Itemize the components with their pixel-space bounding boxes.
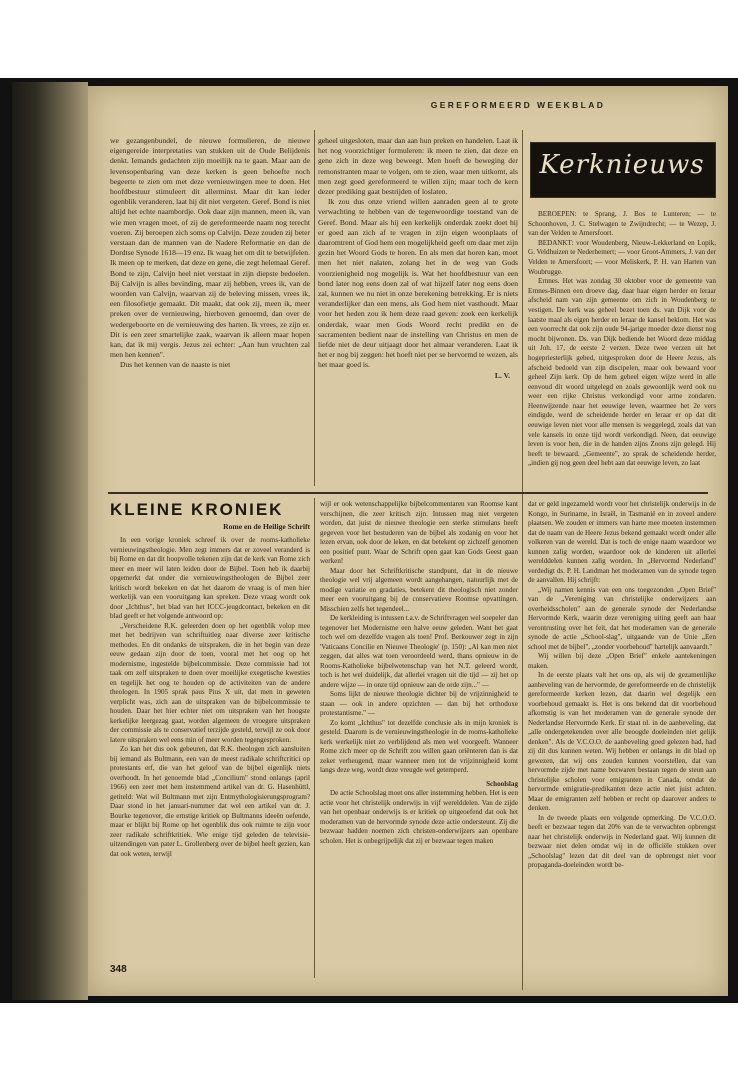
newspaper-page [88,86,728,996]
paragraph: Wij willen bij deze „Open Brief" enkele aantekeningen maken. [528,652,716,670]
section-heading: KLEINE KRONIEK [110,500,284,519]
paragraph: In de eerste plaats valt het ons op, als wij de gezamenlijke aanbeveling van de hervormde, de gereformeerde en de christelijk gereformeerde kerken lezen, dat daarin wel degelijk een voorbehoud gemaakt is. Het is ons bekend dat dit voorbehoud afkomstig is van het moderamen van de generale synode der Nederlandse Hervormde Kerk. Er staat nl. in de aanbeveling, dat „alle ondergetekenden over alle beoogde doeleinden niet gelijk denken". Als de V.C.O.O. de aanbeveling goed gelezen had, had zij dit dus kunnen weten. Wij hebben er onlangs in dit blad op gewezen, dat wij ons zouden kunnen voorstellen, dat van hervormde zijde met name bezwaren bestaan tegen de steun aan christelijke scholen voor emigranten in Canada, omdat de hervormde emigratie-predikanten deze actie niet juist achten. Maar de emigranten zelf hebben er recht op daarover anders te denken. [528,671,716,812]
paragraph: „Wij namen kennis van een ons toegezonden „Open Brief" van de „Vereniging van christelijke onderwijzers aan overheidsscholen" aan de generale synode der Nederlandse Hervormde Kerk, waarin deze vereniging uiting geeft aan haar verontrusting over het feit, dat het moderamen van de generale synode de actie „School-slag", uitgaande van de Unie „Een school met de bijbel", „zonder voorbehoud" hartelijk aanvaardt." [528,585,716,651]
kroniek-column-3 [528,500,716,984]
paragraph: In de tweede plaats een volgende opmerking. De V.C.O.O. heeft er bezwaar tegen dat 20% van de te verwachten opbrengst naar het christelijk onderwijs in Nederland gaat. Wij kunnen dit bezwaar niet delen omdat wij in de officiële stukken over „Schoolslag" lezen dat dit deel van de opbrengst niet voor propaganda-doeleinden wordt be- [528,813,716,869]
running-head: GEREFORMEERD WEEKBLAD [430,100,606,110]
paragraph: De kerkleiding is intussen t.a.v. de Schriftvragen wel soepeler dan tegenover het Modernisme een halve eeuw geleden. Want het gaat toch wel om dezelfde vragen als toen! Prof. Berkouwer zegt in zijn 'Vaticaans Concilie en Nieuwe Theologie' (p. 150): „Al kan men niet zeggen, dat alles wat toen veroordeeld werd, thans opnieuw in de Rooms-Katholieke bijbelwetenschap van het N.T. geleerd wordt, toch is het wel duidelijk, dat allerlei vragen uit die tijd — zij het op andere wijze — in onze tijd opnieuw aan de orde zijn..." — [320,614,518,689]
paragraph: Soms lijkt de nieuwe theologie dichter bij de vrijzinnigheid te staan — ook in andere opzichten — dan bij het orthodoxe protestantisme." — [320,690,518,717]
column-divider [314,130,315,486]
paragraph: Maar door het Schriftkritische standpunt, dat in de nieuwe theologie wel vrij algemeen wordt aangehangen, natuurlijk met de modige variatie en gradaties, betekent dit theologisch niet zonder meer een vooruitgang bij de conservatieve Roomse opvattingen. Misschien zelfs het tegendeel... [320,566,518,613]
kroniek-column-2 [320,500,518,980]
kerknieuws-title: Kerknieuws [539,150,705,180]
paragraph: BEDANKT: voor Woudenberg, Nieuw-Lekkerland en Lopik, G. Veldhuizen te Nederhemert; — voor Groot-Ammers, J. van der Velden te Amersfoort; — voor Meliskerk, P. H. van Harten van Woubrugge. [528,238,716,276]
kroniek-column-1 [110,536,310,956]
paragraph: Zo komt „Ichthus" tot dezelfde conclusie als in mijn kroniek is gesteld. Daarom is de vernieuwingstheologie in de rooms-katholieke kerk werkelijk niet zo verblijdend als men wel voorgeeft. Wanneer Rome zich meer op de Schrift zou willen gaan oriënteren dan is dat zeker verheugend, maar wanneer men tot de vrijzinnigheid komt langs deze weg, wordt deze vreugde wel getemperd. [320,718,518,774]
top-article-column-1 [110,136,310,486]
paragraph: Zo kan het dus ook gebeuren, dat R.K. theologen zich aansluiten bij iemand als Bultmann, een van de meest radikale schriftcritici op protestants erf, die van het geloof van de bijbel eigenlijk niets overhoudt. In het genoemde blad „Concilium" stond onlangs (april 1966) een zeer met hem instemmend artikel van dr. G. Hasenhüttl, getiteld: Wat wil Bultmann met zijn Entmythologisierungsprogram? Daar stond in het januari-nummer dat wel een artikel van dr. J. Bourke tegenover, die ernstige kritiek op Bultmanns ideeën oefende, maar er blijkt bij Rome op het ogenblik dus ook ruimte te zijn voor zeer radikale schriftkritiek. Wie enige tijd geleden de televisie-uitzendingen van pater L. Grollenberg over de bijbel heeft gezien, kan dat ook weten, terwijl [110,745,310,858]
page-number: 348 [110,964,127,975]
paragraph: we gezangenbundel, de nieuwe formulieren, de nieuwe eigengereide interpretaties van stukken uit de Oude Belijdenis denkt. Iemands gedachten zijn moeilijk na te gaan. Maar aan de levensopenbaring van deze kerken is geen behoefte noch begeerte te zien om met deze vernieuwingen mee te doen. Het hoofdbestuur stimuleert dit allerminst. Maar dit kan ieder ogenblik veranderen, laat hij dit niet vergeten. Geref. Bond is niet altijd het echte naambordje. Ook daar zijn mannen, meen ik, van wie men vragen moet, of zij de gereformeerde naam nog terecht voeren. Zij beroepen zich soms op Calvijn. Deze zouden zij beter verstaan dan de mannen van de Nadere Reformatie en dan de Dordtse Synode 1618—19 enz. Ik waag het om dit te betwijfelen. Ik meen op te merken, dat deze en gene, die zegt helemaal Geref. Bond te zijn, Calvijn heel niet verstaat in zijn diepste bedoelen. Bij Calvijn is alles bevinding, maar zij hebben, vrees ik, van de woorden van Calvijn, waarvan zij de beleving missen, vrees ik, een filosofietje gemaakt. Dit maakt, dat ook zij, meen ik, meer preken over de vernieuwing, hierboven genoemd, dan over de wedergeboorte en de vernieuwing des harten. Ik vrees, ze zijn er. Dit is een zeer smartelijke zaak, waarvan ik alleen maar hopen kan, dat ik mij vergis. Jezus zei echter: „Aan hun vruchten zal men hen kennen". [110,136,310,360]
book-spine-shadow [12,82,88,1000]
section-subheading: Rome en de Heilige Schrift [223,522,310,531]
subsection-title: Schoolslag [486,779,518,788]
paragraph: BEROEPEN: te Sprang, J. Bos te Lunteren; — te Schoonhoven, J. C. Stelwagen te Zwijndrecht; — te Wezep, J. van der Velden te Amersfoort. [528,210,716,238]
paragraph: dat er geld ingezameld wordt voor het christelijk onderwijs in de Kongo, in Suriname, in Israël, in Tasmanië en in zoveel andere plaatsen. We zouden er immers van harte mee moeten instemmen dat de naam van de Heere Jezus bekend gemaakt wordt onder alle volkeren van de wereld. Dat is toch de enige naam waardoor we kunnen zalig worden, waardoor ook de kinderen uit allerlei werelddelen kunnen zalig worden. In „Hervormd Nederland" verdedigt ds. P. H. Landman het moderamen van de synode tegen de aanvallen. Hij schrijft: [528,500,716,584]
paragraph: Dus het kennen van de naaste is niet [120,360,231,370]
paragraph: Ik zou dus onze vriend willen aanraden geen al te grote verwachting te hebben van de tegenwoordige toestand van de Geref. Bond. Maar als hij een kerkelijk onderdak zoekt doet hij er goed aan zich af te vragen in zijn eigen woonplaats of daaromtrent of God hem een mogelijkheid geeft om daar met zijn gezin het Woord Gods te horen. En als men dat horen kan, moet men het niet nalaten, zolang het in de weg van Gods voorzienigheid nog mogelijk is. Wat het hoofdbestuur van een bond later nog eens doen zal of wat hijzelf later nog eens doen zal, kunnen we nu niet in onze berekening betrekking. Er is niets veranderlijker dan een mens, als God hem niet vasthoudt. Maar voor het heden zou ik hem deze raad geven: zoek een kerkelijk onderdak, waar men Gods Woord recht predikt en de sacramenten bedient naar de instelling van Christus en men de liefde niet de deur uitjaagt door het almaar veranderen. Laat ik het er nog bij zeggen: het hoeft niet per se hervormd te wezen, als het maar goed is. [318,197,518,370]
kerknieuws-column [528,210,716,486]
author-signature: L. V. [494,370,510,380]
paragraph: Ernnes. Het was zondag 30 oktober voor de gemeente van Ernnes-Binnen een droeve dag, daar haar eigen herder en leraar afscheid nam van zijn gemeente om zich in Woudenberg te vestigen. De kerk was geheel bezet toen ds. van Dijk voor de laatste maal als eigen herder en leraar de kansel beklom. Het was een voorrecht dat ook zijn oude 94-jarige moeder deze dienst nog mocht bijwonen. Ds. van Dijk bediende het Woord deze middag uit Joh. 17, de eerste 2 verzen. Deze twee verzen uit het hogepriesterlijk gebed, uitgesproken door de Heere Jezus, als afscheid bedoeld van zijn discipelen, maar ook bewaard voor geheel Zijn kerk. Op de hem geheel eigen wijze werd in alle eenvoud dit woord uitgelegd en zoals gewoonlijk werd ook nu weer een rijke Christus verkondigd voor arme zondaren. Heenwijzende naar het eeuwige leven, waarmee het 2e vers eindigde, werd de scheidende herder en leraar er op dat dit eeuwige leven niet voor alle mensen is weggelegd, zoals dat van vele kansels in onze tijd wordt verkondigd. Neen, dat eeuwige leven is voor hen, die in de handen zijns Zoons zijn gelegd. Hij heeft te bewaard. „Gemeente", zo sprak de scheidende herder, „indien gij nog geen deel hebt aan dat eeuwige leven, zo laat [528,277,716,468]
paragraph: In een vorige kroniek schreef ik over de rooms-katholieke vernieuwingstheologie. Men zegt immers dat er zoveel veranderd is bij Rome en dat dit hoopvolle tekenen zijn dat de kerk van Rome zich meer en meer wil laten leiden door de Bijbel. Toen heb ik daarbij opgemerkt dat onder die vernieuwingstheologen de Bijbel zeer kritisch wordt bekeken en dat het daarom de vraag is of men hier werkelijk van een vooruitgang kan spreken. Deze vraag wordt ook door „Ichthus", het blad van het ICCC-jeugdcontact, bekeken en dit blad geeft er het volgende antwoord op: [110,536,310,620]
column-divider [314,498,315,978]
paragraph: De actie Schoolslag moet ons aller instemming hebben. Het is een actie voor het christelijk onderwijs in vijf werelddelen. Van de zijde van het openbaar onderwijs is er kritiek op uitgeoefend dat ook het moderamen van de hervormde synode deze actie ondersteunt. Zij die bezwaar hadden noemen zich christen-onderwijzers aan openbare scholen. Het is onbegrijpelijk dat zij er bezwaar tegen maken [320,789,518,845]
paragraph: „Verscheidene R.K. geleerden doen op het ogenblik volop mee met het bedrijven van schriftuitleg naar diverse zeer kritische methodes. En dit ondanks de uitspraken, die in het begin van deze eeuw gedaan zijn door de toen, vooral met het oog op het modernisme, ingestelde bijbelcommissie. Deze commissie had tot taak om zelf uitspraken te doen over moeilijke exegetische kwesties en tegelijk het oog te houden op de activiteiten van de andere theologen. In 1905 sprak paus Pius X uit, dat men in geweten verplicht was, zich aan de uitspraken van de bijbelcommissie te houden. Daar het hier echter niet om uitspraken van het hoogste kerkelijke leergezag gaat, worden algemeen de vroegere uitspraken der commissie als te conservatief terzijde gesteld, terwijl ze ook door latere uitspraken wel eens min of meer worden tegengesproken. [110,621,310,744]
section-rule [108,492,708,494]
paragraph: geheel uitgesloten, maar dan aan hun preken en handelen. Laat ik het nog voorzichtiger formuleren: ik meen te zien, dat deze en gene zich in deze weg beweegt. Men hoeft de beweging der remonstranten maar te volgen, om te zien, waar men uitkomt, als men zegt goed gereformeerd te willen zijn; maar toch de kern dezer prediking gaat bestrijden of loslaten. [318,136,518,197]
top-article-column-2 [318,136,518,488]
column-divider [522,130,523,990]
paragraph: wijl er ook wetenschappelijke bijbelcommentaren van Roomse kant verschijnen, die zeer kritisch zijn. Intussen mag niet vergeten worden, dat juist de nieuwe theologie een sterke stimulans heeft gegeven voor het bestuderen van de bijbel als zodanig en voor het lezen ervan, ook door de leken, en dat betekent op zichzelf genomen een positief punt. Waar de Schrift open gaat kan Gods Geest gaan werken! [320,500,518,565]
